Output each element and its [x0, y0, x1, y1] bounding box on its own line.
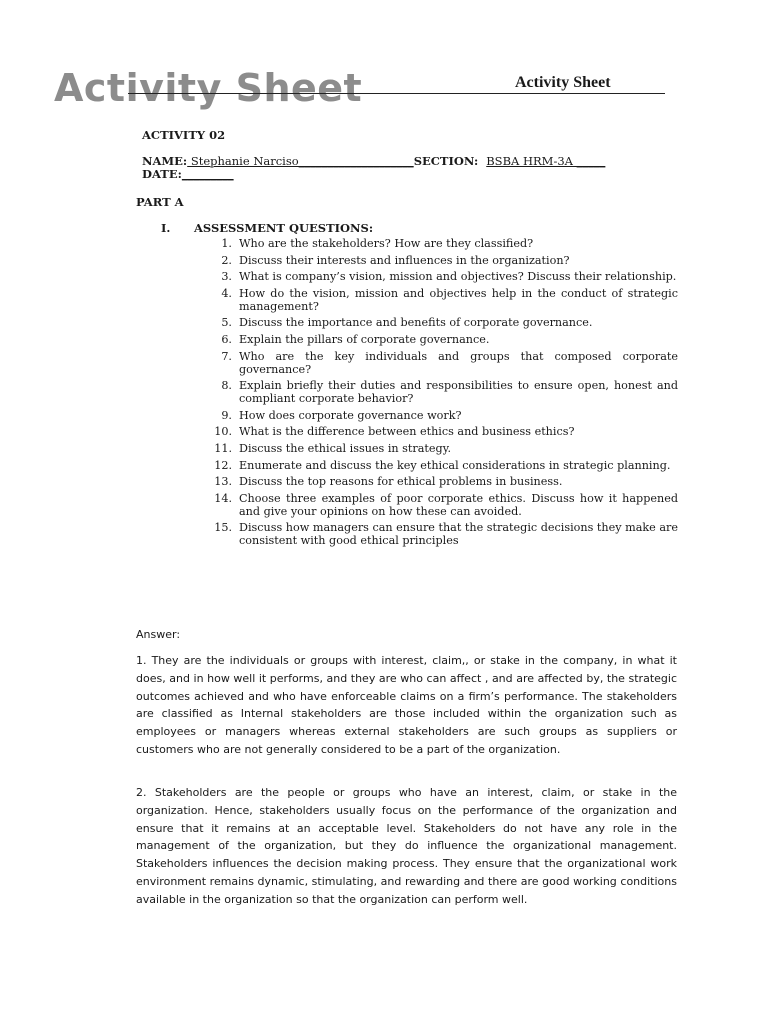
- question-number: 6.: [221, 332, 232, 346]
- assessment-roman: I.: [161, 221, 171, 235]
- question-number: 10.: [214, 425, 232, 439]
- question-text: Enumerate and discuss the key ethical considerations in strategic planning.: [239, 458, 671, 472]
- question-number: 15.: [214, 521, 232, 535]
- question-text: Explain the pillars of corporate governance.: [239, 332, 490, 346]
- question-item: [208, 350, 678, 376]
- question-text: Discuss how managers can ensure that the strategic decisions they make are consistent with good ethical principles: [239, 521, 678, 548]
- section-value: BSBA HRM-3A _____: [486, 154, 606, 168]
- header-title: Activity Sheet: [515, 74, 611, 91]
- answer-label: Answer:: [136, 628, 181, 641]
- question-number: 14.: [214, 491, 232, 505]
- question-number: 4.: [221, 286, 232, 300]
- name-row: [142, 154, 605, 168]
- question-number: 3.: [221, 270, 232, 284]
- question-text: What is the difference between ethics and business ethics?: [239, 425, 575, 439]
- question-text: Choose three examples of poor corporate ethics. Discuss how it happened and give your opinions on how these can avoided.: [239, 491, 678, 518]
- question-number: 2.: [221, 253, 232, 267]
- question-number: 11.: [214, 441, 232, 455]
- question-text: Explain briefly their duties and responsibilities to ensure open, honest and compliant corporate behavior?: [239, 379, 678, 406]
- date-value: _________: [181, 167, 234, 181]
- question-number: 8.: [221, 379, 232, 393]
- question-item: [208, 425, 678, 438]
- question-text: Who are the stakeholders? How are they classified?: [239, 237, 534, 250]
- question-item: [208, 459, 678, 472]
- question-list: [208, 237, 678, 551]
- date-row: [142, 167, 234, 181]
- question-item: [208, 316, 678, 329]
- question-text: How do the vision, mission and objectives help in the conduct of strategic management?: [239, 286, 678, 313]
- question-item: [208, 475, 678, 488]
- question-item: [208, 237, 678, 250]
- part-heading: PART A: [136, 195, 184, 209]
- question-number: 1.: [221, 237, 232, 250]
- question-item: [208, 254, 678, 267]
- watermark-title: Activity Sheet: [54, 66, 363, 110]
- question-text: Discuss the top reasons for ethical problems in business.: [239, 475, 563, 489]
- question-text: Discuss the ethical issues in strategy.: [239, 441, 452, 455]
- question-item: [208, 442, 678, 455]
- question-number: 9.: [221, 408, 232, 422]
- question-text: Discuss the importance and benefits of corporate governance.: [239, 316, 593, 330]
- question-item: [208, 287, 678, 313]
- question-text: How does corporate governance work?: [239, 408, 462, 422]
- question-number: 13.: [214, 475, 232, 489]
- question-number: 12.: [214, 458, 232, 472]
- header-rule: [128, 93, 665, 94]
- name-value: Stephanie Narciso____________________: [187, 154, 414, 168]
- question-number: 7.: [221, 349, 232, 363]
- question-text: What is company’s vision, mission and objectives? Discuss their relationship.: [239, 270, 677, 284]
- assessment-heading: ASSESSMENT QUESTIONS:: [194, 221, 374, 235]
- question-text: Discuss their interests and influences in the organization?: [239, 253, 570, 267]
- question-item: [208, 270, 678, 283]
- answer-paragraph-1: 1. They are the individuals or groups with interest, claim,, or stake in the company, in what it does, and in how well it performs, and they are who can affect , and are affected by, the strategic outcomes achieved and who have enforceable claims on a firm’s performance. The stakeholders are classified as Internal stakeholders are those included within the organization such as employees or managers whereas external stakeholders are such groups as suppliers or customers who are not generally considered to be a part of the organization.: [136, 654, 677, 756]
- section-label: SECTION:: [413, 154, 479, 168]
- name-label: NAME:: [142, 154, 188, 168]
- answer-paragraph-2: 2. Stakeholders are the people or groups who have an interest, claim, or stake in the organization. Hence, stakeholders usually focus on the performance of the organization and ensure that it remains at an acceptable level. Stakeholders do not have any role in the management of the organization, but they do influence the organizational management. Stakeholders influences the decision making process. They ensure that the organizational work environment remains dynamic, stimulating, and rewarding and there are good working conditions available in the organization so that the organization can perform well.: [136, 786, 677, 906]
- question-text: Who are the key individuals and groups that composed corporate governance?: [239, 349, 678, 376]
- question-item: [208, 521, 678, 547]
- date-label: DATE:: [142, 167, 182, 181]
- question-item: [208, 333, 678, 346]
- question-item: [208, 379, 678, 405]
- question-number: 5.: [221, 316, 232, 330]
- question-item: [208, 492, 678, 518]
- activity-number: ACTIVITY 02: [142, 128, 226, 142]
- question-item: [208, 409, 678, 422]
